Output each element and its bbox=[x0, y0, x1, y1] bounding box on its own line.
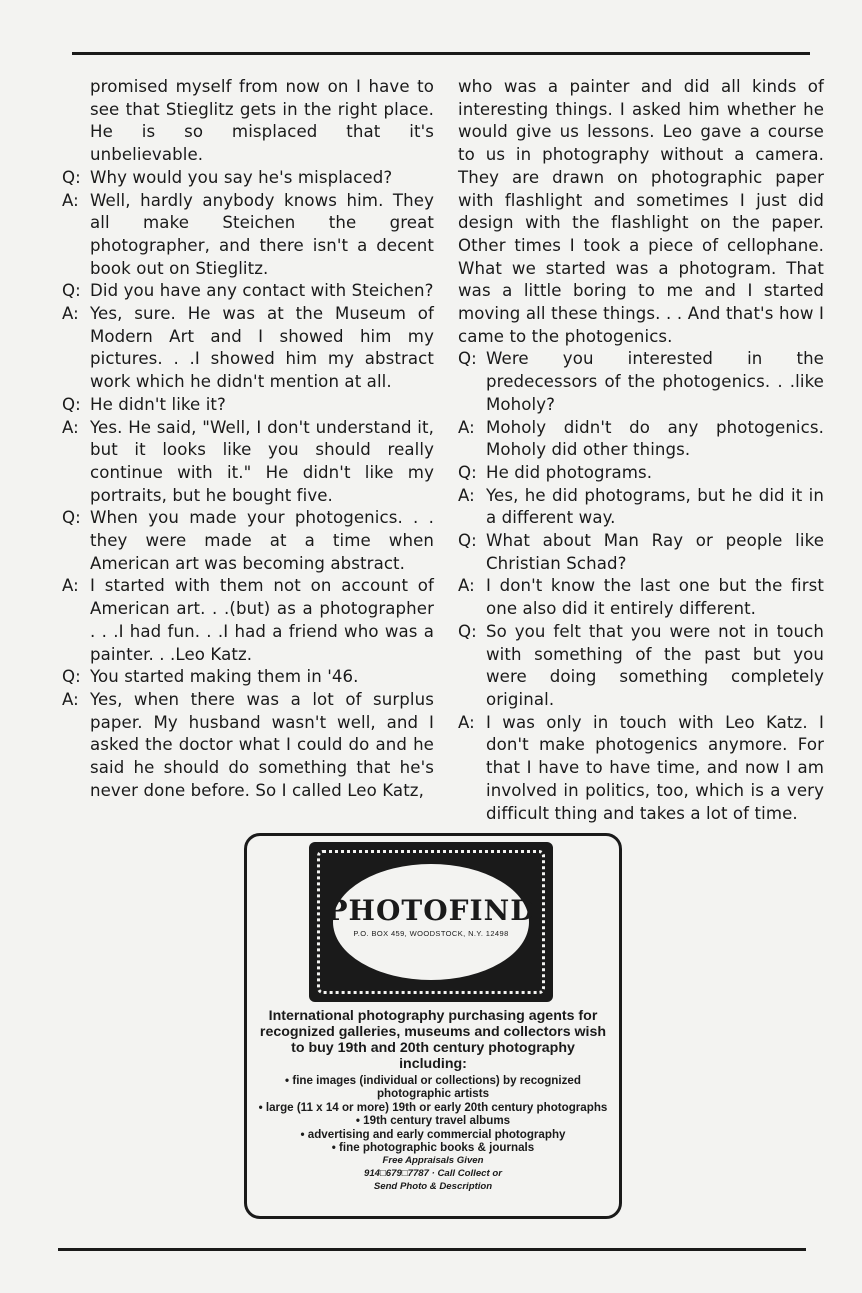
interview-entry bbox=[62, 666, 434, 689]
entry-text: He didn't like it? bbox=[90, 394, 226, 414]
interview-entry bbox=[62, 303, 434, 394]
speaker-label: Q: bbox=[62, 508, 81, 528]
ad-bullet: • fine photographic books & journals bbox=[331, 1141, 535, 1155]
bottom-rule bbox=[58, 1248, 806, 1251]
interview-entry bbox=[62, 689, 434, 803]
speaker-label: Q: bbox=[62, 281, 81, 301]
speaker-label: A: bbox=[458, 417, 475, 437]
interview-entry bbox=[62, 76, 434, 167]
ad-bullet-list bbox=[257, 1074, 609, 1154]
interview-entry bbox=[62, 190, 434, 281]
entry-text: who was a painter and did all kinds of interesting things. I asked him whether he would give us lessons. Leo gave a course to us in photography without a camera. They are drawn on photographic paper with flashlight and sometimes I just did design with the flashlight on the paper. Other times I took a piece of cellophane. What we started was a photogram. That was a little boring to me and I started moving all these things. . . And that's how I came to the photogenics. bbox=[458, 77, 824, 346]
entry-text: What about Man Ray or people like Christian Schad? bbox=[486, 531, 824, 573]
entry-text: When you made your photogenics. . . they were made at a time when American art was becoming abstract. bbox=[90, 508, 434, 573]
brand-name: PHOTOFIND bbox=[326, 894, 536, 927]
entry-text: Yes, he did photograms, but he did it in a different way. bbox=[486, 485, 824, 528]
interview-entry bbox=[458, 712, 824, 826]
interview-entry bbox=[458, 575, 824, 620]
left-column bbox=[62, 76, 434, 803]
interview-entry bbox=[458, 348, 824, 416]
interview-entry bbox=[458, 530, 824, 575]
interview-entry bbox=[62, 280, 434, 303]
ad-bullet: • fine images (individual or collections) by recognized photographic artists bbox=[285, 1074, 581, 1101]
entry-text: I was only in touch with Leo Katz. I don't make photogenics anymore. For that I have to have time, and now I am involved in politics, too, which is a very difficult thing and takes a lot of time. bbox=[486, 712, 824, 823]
ad-phone: 914□679□7787 · Call Collect or bbox=[364, 1168, 502, 1180]
entry-text: So you felt that you were not in touch with something of the past but you were doing something completely original. bbox=[486, 621, 824, 709]
entry-text: You started making them in '46. bbox=[90, 667, 359, 687]
entry-text: Moholy didn't do any photogenics. Moholy did other things. bbox=[486, 417, 824, 460]
ad-bullet: • large (11 x 14 or more) 19th or early 20th century photographs bbox=[258, 1100, 608, 1114]
interview-entry bbox=[62, 507, 434, 575]
entry-text: Yes, sure. He was at the Museum of Modern Art and I showed him my pictures. . .I showed him my abstract work which he didn't mention at all. bbox=[90, 304, 434, 392]
top-rule bbox=[72, 52, 810, 55]
interview-entry bbox=[458, 485, 824, 530]
interview-entry bbox=[458, 417, 824, 462]
speaker-label: A: bbox=[458, 712, 475, 732]
interview-entry bbox=[62, 394, 434, 417]
ad-appraisals: Free Appraisals Given bbox=[382, 1155, 484, 1167]
speaker-label: Q: bbox=[458, 462, 477, 482]
speaker-label: Q: bbox=[62, 167, 81, 187]
entry-text: I started with them not on account of American art. . .(but) as a photographer . . .I had fun. . .I had a friend who was a painter. . .Leo Katz. bbox=[90, 576, 434, 664]
interview-entry bbox=[458, 462, 824, 485]
entry-text: Were you interested in the predecessors of the photogenics. . .like Moholy? bbox=[486, 349, 824, 414]
interview-entry bbox=[458, 76, 824, 348]
ad-intro: International photography purchasing agents for recognized galleries, museums and collectors wish to buy 19th and 20th century photography including: bbox=[259, 1008, 607, 1072]
entry-text: Yes. He said, "Well, I don't understand it, but it looks like you should really continue with it." He didn't like my portraits, but he bought five. bbox=[90, 417, 434, 505]
speaker-label: A: bbox=[458, 485, 475, 505]
ad-send: Send Photo & Description bbox=[373, 1180, 493, 1192]
entry-text: Did you have any contact with Steichen? bbox=[90, 281, 434, 301]
brand-address: P.O. BOX 459, WOODSTOCK, N.Y. 12498 bbox=[353, 929, 509, 938]
speaker-label: A: bbox=[62, 576, 79, 596]
speaker-label: A: bbox=[458, 576, 475, 596]
interview-entry bbox=[62, 417, 434, 508]
speaker-label: Q: bbox=[62, 667, 81, 687]
speaker-label: Q: bbox=[458, 531, 477, 551]
speaker-label: A: bbox=[62, 417, 79, 437]
speaker-label: A: bbox=[62, 304, 79, 324]
entry-text: Why would you say he's misplaced? bbox=[90, 167, 393, 187]
speaker-label: Q: bbox=[458, 349, 477, 369]
speaker-label: Q: bbox=[62, 394, 81, 414]
ad-bullet: • 19th century travel albums bbox=[355, 1114, 511, 1128]
speaker-label: A: bbox=[62, 190, 79, 210]
ad-body bbox=[257, 1008, 609, 1192]
entry-text: He did photograms. bbox=[486, 462, 653, 482]
entry-text: Well, hardly anybody knows him. They all make Steichen the great photographer, and there isn't a decent book out on Stieglitz. bbox=[90, 190, 434, 278]
entry-text: promised myself from now on I have to see that Stieglitz gets in the right place. He is so misplaced that it's unbelievable. bbox=[90, 77, 434, 165]
entry-text: I don't know the last one but the first one also did it entirely different. bbox=[486, 576, 824, 619]
interview-entry bbox=[458, 621, 824, 712]
interview-entry bbox=[62, 167, 434, 190]
interview-entry bbox=[62, 575, 434, 666]
speaker-label bbox=[62, 76, 90, 167]
ad-bullet: • advertising and early commercial photography bbox=[300, 1127, 566, 1141]
photofind-advertisement bbox=[244, 833, 622, 1219]
ornate-frame-logo bbox=[309, 842, 553, 1002]
right-column bbox=[458, 76, 824, 825]
speaker-label: Q: bbox=[458, 621, 477, 641]
entry-text: Yes, when there was a lot of surplus paper. My husband wasn't well, and I asked the doctor what I could do and he said he should do something that he's never done before. So I called Leo Katz, bbox=[90, 689, 434, 800]
speaker-label: A: bbox=[62, 689, 79, 709]
